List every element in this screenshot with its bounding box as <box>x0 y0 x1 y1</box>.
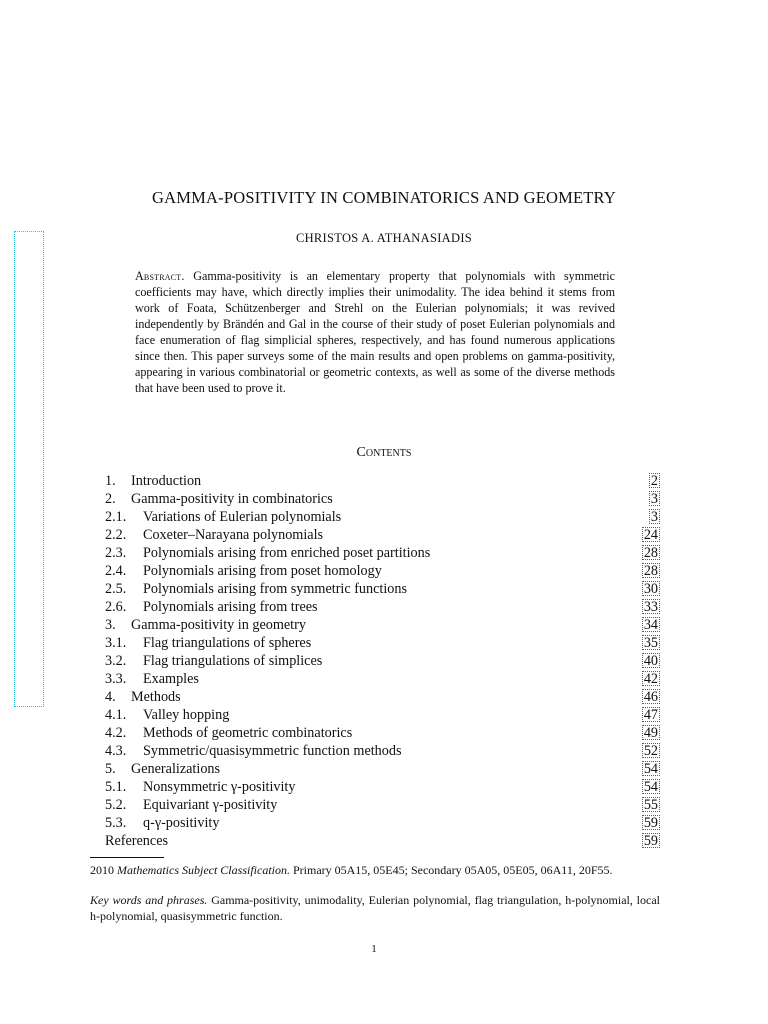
toc-entry-number: 5. <box>105 761 116 777</box>
toc-entry-title[interactable]: Flag triangulations of spheres <box>143 635 312 651</box>
toc-entry-title[interactable]: Equivariant γ-positivity <box>143 797 278 813</box>
toc-entry-number: 3.3. <box>105 671 127 687</box>
toc-entry-number: 2.2. <box>105 527 127 543</box>
footnote-msc <box>90 862 660 878</box>
toc-page-link[interactable]: 52 <box>643 743 658 759</box>
toc-entry-title[interactable]: Valley hopping <box>143 707 230 723</box>
toc-entry[interactable] <box>105 796 660 814</box>
toc-entry-title[interactable]: References <box>105 833 169 849</box>
toc-page-link[interactable]: 3 <box>650 491 658 507</box>
toc-entry-title[interactable]: Methods of geometric combinatorics <box>143 725 353 741</box>
toc-entry-title[interactable]: Methods <box>131 689 181 705</box>
toc-entry-title[interactable]: Polynomials arising from symmetric functions <box>143 581 408 597</box>
toc-entry[interactable] <box>105 724 660 742</box>
toc-entry[interactable] <box>105 814 660 832</box>
toc-page-link[interactable]: 55 <box>643 797 658 813</box>
paper-title: GAMMA-POSITIVITY IN COMBINATORICS AND GEOMETRY <box>152 188 616 207</box>
toc-entry[interactable] <box>105 616 660 634</box>
toc-entry-number: 3. <box>105 617 116 633</box>
toc-page-link[interactable]: 59 <box>643 815 658 831</box>
toc-entry-title[interactable]: Polynomials arising from trees <box>143 599 318 615</box>
toc-entry-title[interactable]: Coxeter–Narayana polynomials <box>143 527 324 543</box>
footnote-msc-body: Primary 05A15, 05E45; Secondary 05A05, 05E05, 06A11, 20F55. <box>289 863 613 877</box>
toc-page-link[interactable]: 28 <box>643 545 658 561</box>
footnote-msc-lead: Mathematics Subject Classification. <box>117 863 290 877</box>
toc-entry[interactable] <box>105 688 660 706</box>
toc-page-link[interactable]: 54 <box>643 779 658 795</box>
toc-entry-title[interactable]: Nonsymmetric γ-positivity <box>143 779 296 795</box>
toc-entry-title[interactable]: Variations of Eulerian polynomials <box>143 509 342 525</box>
toc-entry-number: 5.1. <box>105 779 127 795</box>
toc-entry-title[interactable]: Flag triangulations of simplices <box>143 653 323 669</box>
toc-page-link[interactable]: 24 <box>643 527 658 543</box>
toc-page-link[interactable]: 42 <box>643 671 658 687</box>
toc-entry-number: 5.3. <box>105 815 127 831</box>
toc-entry-title[interactable]: Gamma-positivity in geometry <box>131 617 306 633</box>
toc-page-link[interactable]: 40 <box>643 653 658 669</box>
arxiv-stamp-link-box[interactable] <box>14 231 44 707</box>
toc-entry[interactable] <box>105 742 660 760</box>
toc-entry[interactable] <box>105 670 660 688</box>
toc-entry-title[interactable]: Examples <box>143 671 199 687</box>
footnote-rule <box>90 857 164 858</box>
toc-page-link[interactable]: 3 <box>650 509 658 525</box>
toc-page-link[interactable]: 47 <box>643 707 658 723</box>
abstract-text: Gamma-positivity is an elementary property that polynomials with symmetric coefficients may have, which directly implies their unimodality. The idea behind it stems from work of Foata, Schützenberger and Strehl on the Eulerian polynomials; it was revived independently by Brändén and Gal in the course of their study of poset Eulerian polynomials and face enumeration of flag simplicial spheres, respectively, and has found numerous applications since then. This paper surveys some of the main results and open problems on gamma-positivity, appearing in various combinatorial or geometric contexts, as well as some of the diverse methods that have been used to prove it. <box>135 269 615 395</box>
toc-entry[interactable] <box>105 652 660 670</box>
footnote-keywords-body: Gamma-positivity, unimodality, Eulerian polynomial, flag triangulation, h-polynomial, local h-polynomial, quasisymmetric function. <box>90 893 660 923</box>
toc-page-link[interactable]: 54 <box>643 761 658 777</box>
toc-entry[interactable] <box>105 490 660 508</box>
toc-entry-number: 3.1. <box>105 635 127 651</box>
toc-entry-number: 4.3. <box>105 743 127 759</box>
toc-page-link[interactable]: 28 <box>643 563 658 579</box>
page-number: 1 <box>371 943 377 955</box>
toc-entry-number: 2. <box>105 491 116 507</box>
toc-page-link[interactable]: 34 <box>643 617 658 633</box>
toc-page-link[interactable]: 49 <box>643 725 658 741</box>
toc-page-link[interactable]: 35 <box>643 635 658 651</box>
toc-entry-number: 2.6. <box>105 599 127 615</box>
toc-entry-title[interactable]: Polynomials arising from poset homology <box>143 563 382 579</box>
toc-entry[interactable] <box>105 526 660 544</box>
toc-entry-title[interactable]: Introduction <box>131 473 202 489</box>
toc-entry-title[interactable]: Polynomials arising from enriched poset partitions <box>143 545 431 561</box>
toc-entry-title[interactable]: Gamma-positivity in combinatorics <box>131 491 333 507</box>
abstract-label: Abstract. <box>135 269 185 283</box>
toc-entry-number: 2.1. <box>105 509 127 525</box>
toc-entry[interactable] <box>105 508 660 526</box>
abstract <box>135 268 615 396</box>
footnote-keywords-lead: Key words and phrases. <box>90 893 208 907</box>
toc-entry[interactable] <box>105 634 660 652</box>
toc-entry-number: 2.4. <box>105 563 127 579</box>
toc-entry-number: 2.3. <box>105 545 127 561</box>
author-name: CHRISTOS A. ATHANASIADIS <box>295 231 473 245</box>
toc-entry-number: 2.5. <box>105 581 127 597</box>
toc-page-link[interactable]: 33 <box>643 599 658 615</box>
toc-entry[interactable] <box>105 562 660 580</box>
table-of-contents <box>105 472 660 850</box>
contents-heading: Contents <box>356 445 412 460</box>
toc-entry[interactable] <box>105 760 660 778</box>
toc-entry[interactable] <box>105 778 660 796</box>
toc-entry[interactable] <box>105 832 660 850</box>
toc-entry-title[interactable]: q-γ-positivity <box>143 815 220 831</box>
toc-entry-number: 1. <box>105 473 116 489</box>
toc-entry-number: 5.2. <box>105 797 127 813</box>
toc-entry-number: 4.1. <box>105 707 127 723</box>
toc-entry[interactable] <box>105 472 660 490</box>
footnote-msc-number: 2010 <box>90 863 117 877</box>
toc-page-link[interactable]: 2 <box>650 473 658 489</box>
toc-entry-title[interactable]: Symmetric/quasisymmetric function methods <box>143 743 402 759</box>
toc-entry[interactable] <box>105 580 660 598</box>
toc-entry-title[interactable]: Generalizations <box>131 761 221 777</box>
toc-entry-number: 3.2. <box>105 653 127 669</box>
toc-page-link[interactable]: 59 <box>643 833 658 849</box>
toc-page-link[interactable]: 30 <box>643 581 658 597</box>
footnote-keywords <box>90 892 660 924</box>
toc-entry-number: 4. <box>105 689 116 705</box>
toc-entry[interactable] <box>105 706 660 724</box>
toc-entry[interactable] <box>105 598 660 616</box>
toc-page-link[interactable]: 46 <box>643 689 658 705</box>
toc-entry[interactable] <box>105 544 660 562</box>
toc-entry-number: 4.2. <box>105 725 127 741</box>
